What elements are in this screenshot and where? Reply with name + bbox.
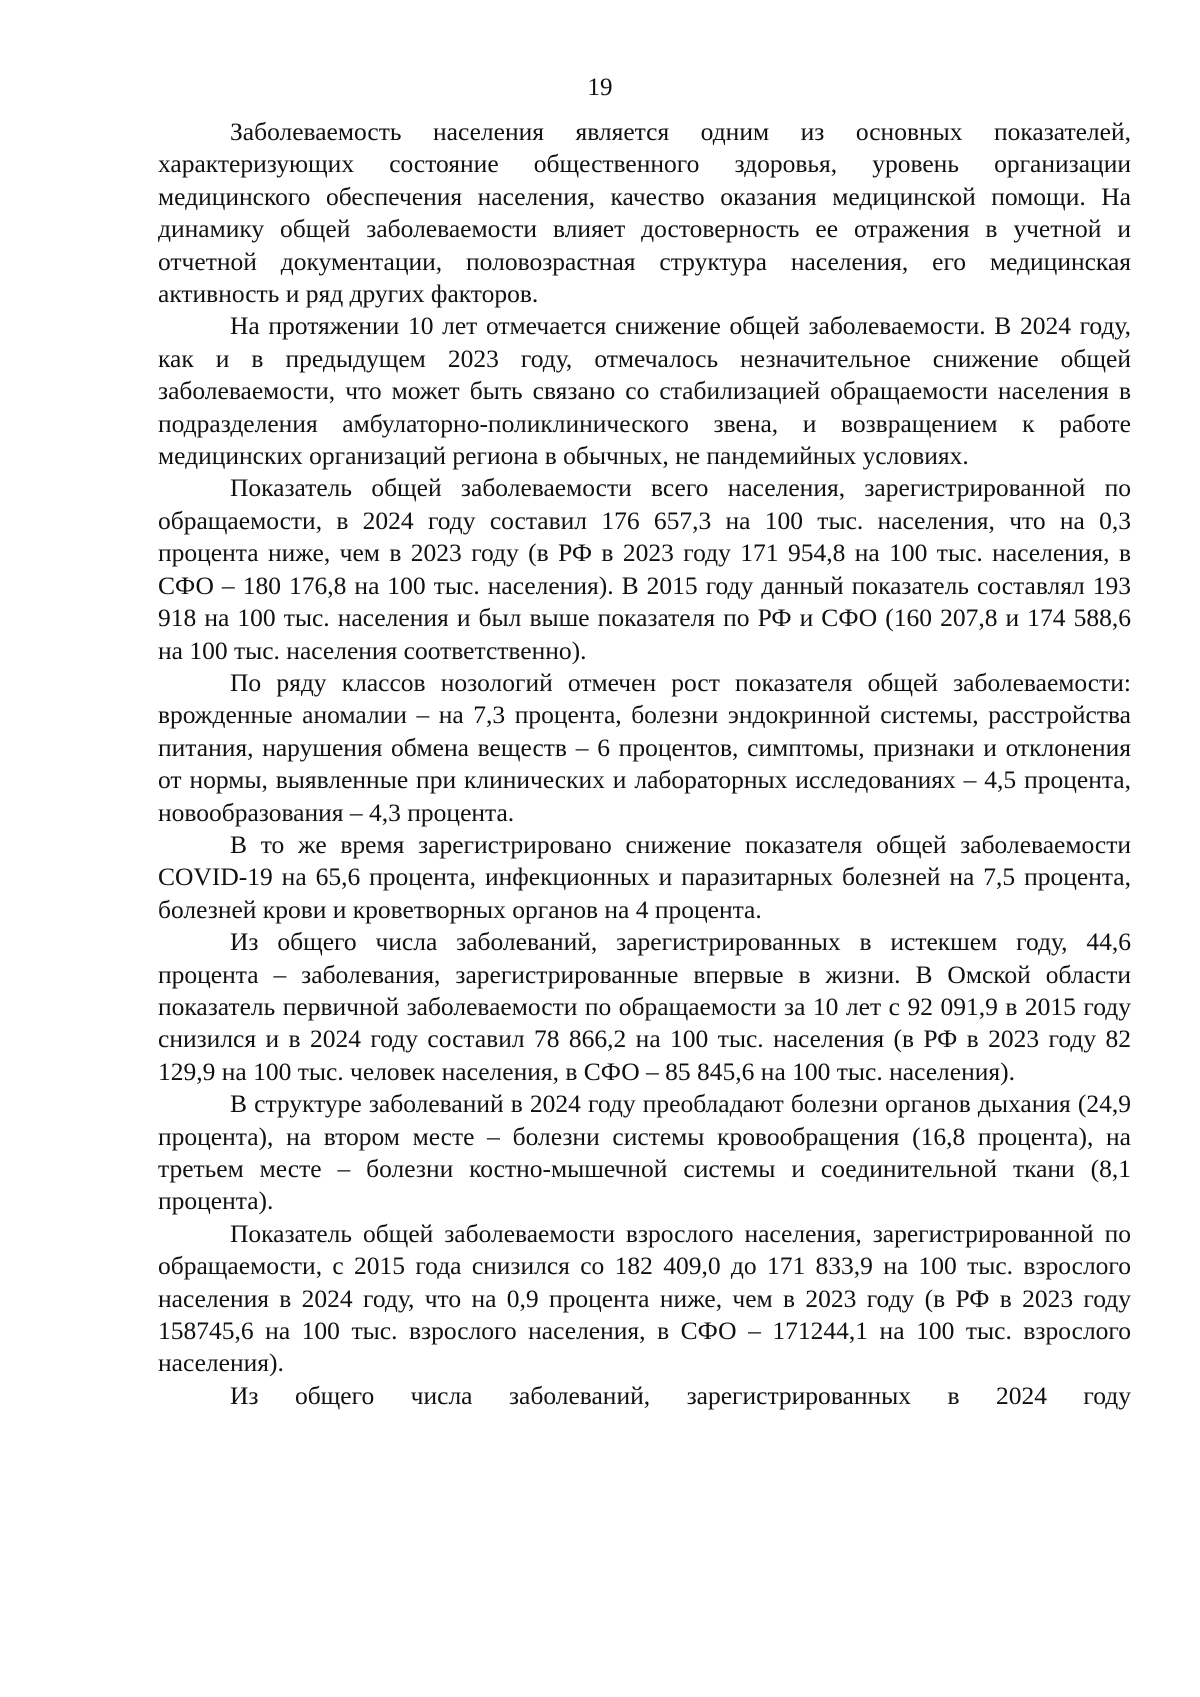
paragraph-primary-morbidity: Из общего числа заболеваний, зарегистрированных в истекшем году, 44,6 процента – заболевания, зарегистрированные впервые в жизни. В Омской области показатель первичной заболеваемости по обращаемости за 10 лет с 92 091,9 в 2015 году снизился и в 2024 году составил 78 866,2 на 100 тыс. населения (в РФ в 2023 году 82 129,9 на 100 тыс. человек населения, в СФО – 85 845,6 на 100 тыс. населения).: [158, 927, 1131, 1086]
paragraph-growth-by-class: По ряду классов нозологий отмечен рост показателя общей заболеваемости: врожденные аномалии – на 7,3 процента, болезни эндокринной системы, расстройства питания, нарушения обмена веществ – 6 процентов, симптомы, признаки и отклонения от нормы, выявленные при клинических и лабораторных исследованиях – 4,5 процента, новообразования – 4,3 процента.: [158, 667, 1131, 827]
page-number: 19: [587, 74, 613, 101]
paragraph-continued: Из общего числа заболеваний, зарегистрированных в 2024 году: [230, 1380, 1131, 1410]
paragraph-morbidity-structure: В структуре заболеваний в 2024 году преобладают болезни органов дыхания (24,9 процента), на втором месте – болезни системы кровообращения (16,8 процента), на третьем месте – болезни костно-мышечной системы и соединительной ткани (8,1 процента).: [158, 1089, 1131, 1216]
paragraph-total-population-rate: Показатель общей заболеваемости всего населения, зарегистрированной по обращаемости, в 2024 году составил 176 657,3 на 100 тыс. населения, что на 0,3 процента ниже, чем в 2023 году (в РФ в 2023 году 171 954,8 на 100 тыс. населения, в СФО – 180 176,8 на 100 тыс. населения). В 2015 году данный показатель составлял 193 918 на 100 тыс. населения и был выше показателя по РФ и СФО (160 207,8 и 174 588,6 на 100 тыс. населения соответственно).: [158, 473, 1131, 665]
paragraph-general-morbidity-intro: Заболеваемость населения является одним из основных показателей, характеризующих состояние общественного здоровья, уровень организации медицинского обеспечения населения, качество оказания медицинской помощи. На динамику общей заболеваемости влияет достоверность ее отражения в учетной и отчетной документации, половозрастная структура населения, его медицинская активность и ряд других факторов.: [158, 117, 1131, 309]
paragraph-ten-year-decline: На протяжении 10 лет отмечается снижение общей заболеваемости. В 2024 году, как и в предыдущем 2023 году, отмечалось незначительное снижение общей заболеваемости, что может быть связано со стабилизацией обращаемости населения в подразделения амбулаторно-поликлинического звена, и возвращением к работе медицинских организаций региона в обычных, не пандемийных условиях.: [158, 311, 1131, 471]
body-text: [158, 116, 1131, 1412]
paragraph-adult-morbidity: Показатель общей заболеваемости взрослого населения, зарегистрированной по обращаемости, с 2015 года снизился со 182 409,0 до 171 833,9 на 100 тыс. взрослого населения в 2024 году, что на 0,9 процента ниже, чем в 2023 году (в РФ в 2023 году 158745,6 на 100 тыс. взрослого населения, в СФО – 171244,1 на 100 тыс. взрослого населения).: [158, 1218, 1131, 1378]
paragraph-decline-by-class: В то же время зарегистрировано снижение показателя общей заболеваемости COVID-19 на 65,6 процента, инфекционных и паразитарных болезней на 7,5 процента, болезней крови и кроветворных органов на 4 процента.: [158, 829, 1131, 924]
